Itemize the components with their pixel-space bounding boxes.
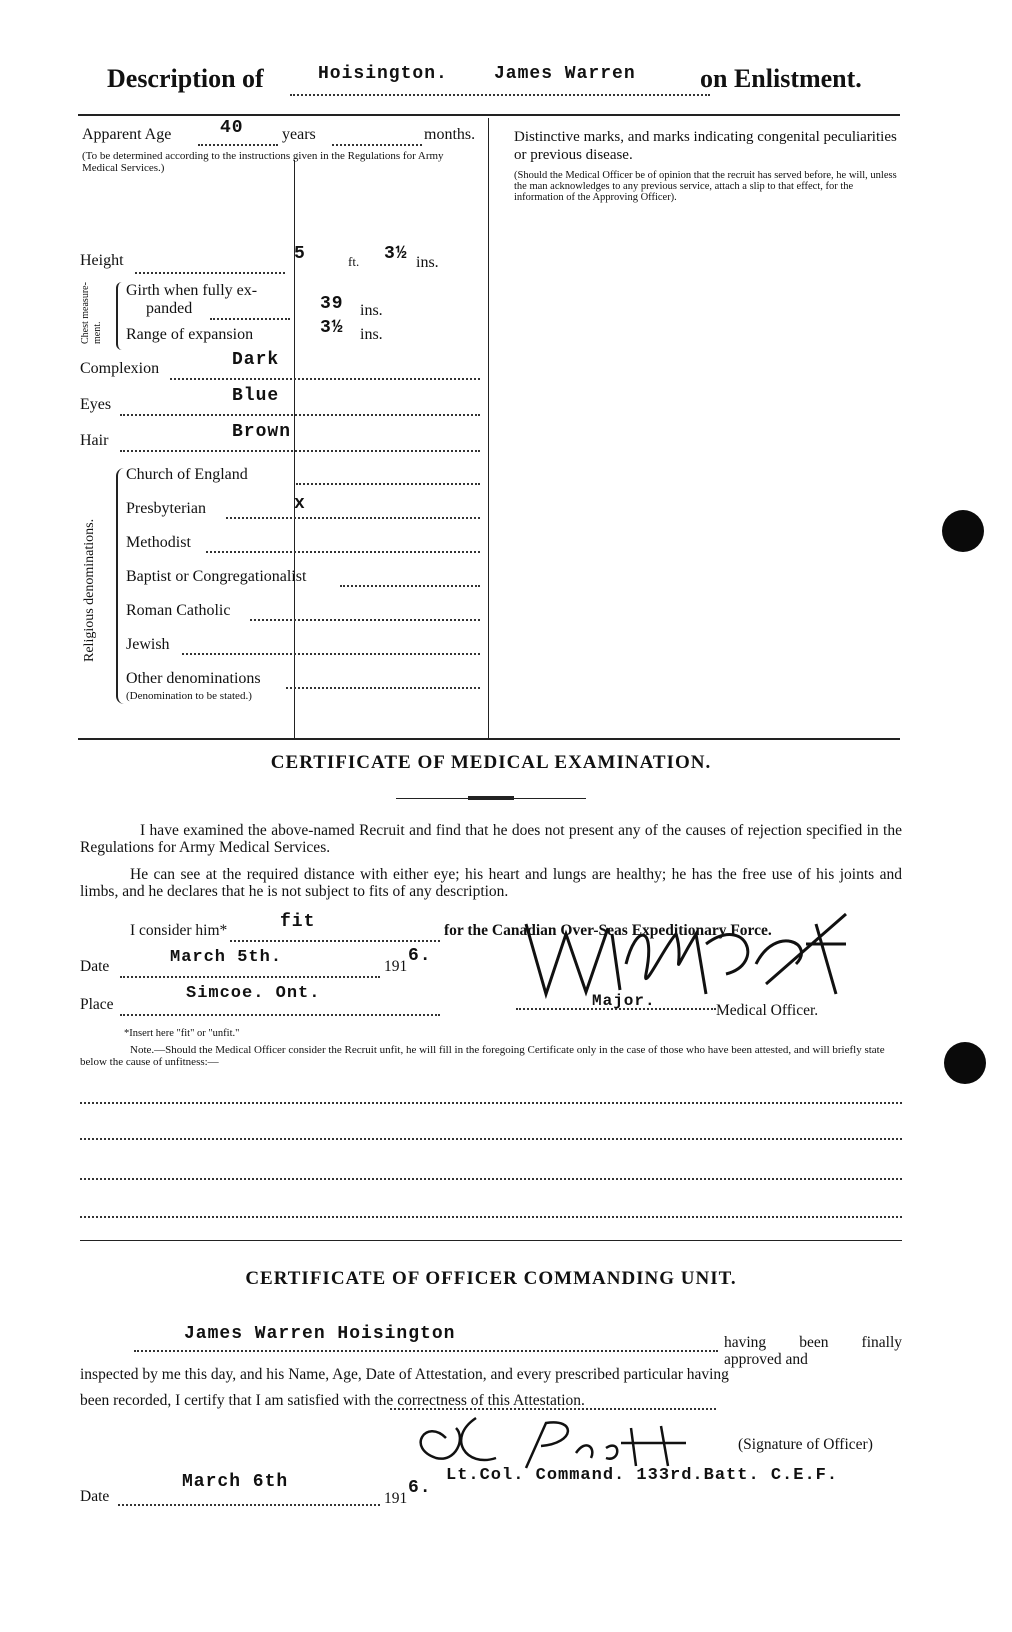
months-dotted-line — [332, 144, 422, 146]
religion-item-label: Baptist or Congregationalist — [126, 568, 307, 585]
medical-officer-label: Medical Officer. — [716, 1002, 819, 1019]
chest-label: Chest measure-ment. — [80, 282, 103, 344]
chest-bracket — [116, 282, 124, 350]
girth-value: 39 — [320, 294, 344, 314]
religion-dotted-line — [206, 551, 480, 553]
medical-officer-dotted-line — [516, 1008, 716, 1010]
eyes-label: Eyes — [80, 396, 112, 413]
hair-value: Brown — [232, 422, 292, 442]
unfitness-line — [80, 1216, 902, 1218]
distinctive-marks-panel — [514, 128, 904, 728]
eyes-value: Blue — [232, 386, 280, 406]
months-label: months. — [424, 126, 476, 143]
complexion-value: Dark — [232, 350, 280, 370]
medical-certificate — [80, 752, 902, 1068]
religion-mark: x — [294, 494, 306, 514]
commanding-line2: inspected by me this day, and his Name, Age, Date of Attestation, and every prescribed particular having — [80, 1366, 729, 1383]
girth-unit: ins. — [360, 302, 383, 319]
height-label: Height — [80, 252, 124, 269]
apparent-age-value: 40 — [220, 118, 244, 138]
insert-note: *Insert here "fit" or "unfit." — [124, 1028, 240, 1039]
religion-dotted-line — [182, 653, 480, 655]
place-dotted-line — [120, 1014, 440, 1016]
religion-item — [126, 494, 482, 518]
years-label: years — [282, 126, 316, 143]
surname-value: Hoisington. — [318, 64, 448, 84]
header-rule — [78, 114, 900, 116]
commanding-certificate-title: CERTIFICATE OF OFFICER COMMANDING UNIT. — [245, 1268, 737, 1289]
commanding-certificate — [80, 1268, 902, 1608]
height-dotted-line — [135, 272, 285, 274]
religion-item-label: Roman Catholic — [126, 602, 231, 619]
denomination-note: (Denomination to be stated.) — [126, 690, 252, 702]
religion-bracket — [116, 468, 126, 704]
punch-hole-bottom — [944, 1042, 986, 1084]
header — [0, 58, 1012, 108]
unfitness-line — [80, 1138, 902, 1140]
girth-dotted-line — [210, 318, 290, 320]
religion-item — [126, 670, 482, 688]
force-label: for the Canadian Over-Seas Expeditionary Force. — [444, 922, 772, 939]
age-dotted-line — [198, 144, 278, 146]
medical-title-rule-center — [468, 796, 514, 800]
height-ft-value: 5 — [294, 244, 306, 264]
range-unit: ins. — [360, 326, 383, 343]
religion-item-label: Jewish — [126, 636, 170, 653]
consider-label: I consider him* — [130, 922, 228, 939]
signature-of-officer-label: (Signature of Officer) — [738, 1436, 873, 1453]
medical-note: Note.—Should the Medical Officer consider the Recruit unfit, he will fill in the foregoing Certificate only in the case of those who have been attested, and will briefly state below the cause of unfitness:— — [80, 1044, 885, 1068]
religion-item — [126, 568, 482, 586]
range-label: Range of expansion — [126, 326, 254, 343]
medical-para-2: He can see at the required distance with either eye; his heart and lungs are healthy; he has the free use of his joints and limbs, and he declares that he is not subject to fits of any description. — [80, 866, 902, 900]
medical-officer-signature — [516, 904, 876, 1004]
height-ins-label: ins. — [416, 254, 439, 271]
religion-item — [126, 534, 482, 552]
hair-label: Hair — [80, 432, 109, 449]
religion-dotted-line — [286, 687, 480, 689]
commanding-date-label: Date — [80, 1488, 110, 1505]
punch-hole-top — [942, 510, 984, 552]
medical-year-prefix: 191 — [384, 958, 408, 975]
officer-signature-dotted-line — [390, 1408, 716, 1410]
ft-label: ft. — [348, 254, 360, 269]
medical-officer-rank: Major. — [592, 992, 656, 1010]
consider-value: fit — [280, 912, 316, 932]
on-enlistment-label: on Enlistment. — [700, 64, 862, 93]
religion-item — [126, 636, 482, 654]
description-panel — [80, 118, 486, 734]
distinctive-marks-title: Distinctive marks, and marks indicating congenital peculiarities or previous disease. — [514, 129, 897, 163]
medical-year-suffix: 6. — [408, 946, 432, 966]
unfitness-line — [80, 1178, 902, 1180]
hair-dotted-line — [120, 450, 480, 452]
description-of-label: Description of — [107, 64, 264, 93]
eyes-dotted-line — [120, 414, 480, 416]
religion-item-label: Church of England — [126, 466, 248, 483]
header-dotted-line — [290, 94, 710, 96]
religion-dotted-line — [250, 619, 480, 621]
commanding-line3: been recorded, I certify that I am satisfied with the correctness of this Attestation. — [80, 1392, 585, 1409]
given-names-value: James Warren — [494, 64, 636, 84]
commanding-date-value: March 6th — [182, 1472, 289, 1492]
recruit-name-dotted-line — [134, 1350, 718, 1352]
girth-label-line1: Girth when fully ex- — [126, 282, 258, 299]
commanding-unit-value: Lt.Col. Command. 133rd.Batt. C.E.F. — [446, 1466, 839, 1485]
medical-certificate-title: CERTIFICATE OF MEDICAL EXAMINATION. — [270, 752, 712, 773]
religion-item — [126, 602, 482, 620]
medical-date-dotted-line — [120, 976, 380, 978]
complexion-label: Complexion — [80, 360, 160, 377]
commanding-line1-tail: having been finally approved and — [724, 1334, 902, 1368]
religion-dotted-line — [340, 585, 480, 587]
religion-dotted-line — [226, 517, 480, 519]
medical-date-value: March 5th. — [170, 948, 283, 967]
column-divider-middle — [488, 118, 489, 738]
religion-item — [126, 466, 482, 484]
commanding-date-dotted-line — [118, 1504, 380, 1506]
height-in-value: 3½ — [384, 244, 408, 264]
distinctive-marks-note: (Should the Medical Officer be of opinion that the recruit has served before, he will, unless the man acknowledges to any previous service, attach a slip to that effect, for the information of the Approving Officer). — [514, 170, 897, 203]
medical-date-label: Date — [80, 958, 110, 975]
religion-label: Religious denominations. — [82, 518, 97, 662]
religion-item-label: Other denominations — [126, 670, 261, 687]
girth-label-line2: panded — [146, 300, 193, 317]
religion-item-label: Methodist — [126, 534, 191, 551]
place-label: Place — [80, 996, 114, 1013]
place-value: Simcoe. Ont. — [186, 984, 321, 1003]
section-rule-1 — [78, 738, 900, 740]
religion-dotted-line — [296, 483, 480, 485]
commanding-year-suffix: 6. — [408, 1478, 432, 1498]
religion-item-label: Presbyterian — [126, 500, 206, 517]
range-value: 3½ — [320, 318, 344, 338]
medical-para-1: I have examined the above-named Recruit and find that he does not present any of the causes of rejection specified in the Regulations for Army Medical Services. — [80, 822, 902, 856]
section-rule-2 — [80, 1240, 902, 1241]
apparent-age-label: Apparent Age — [82, 126, 172, 143]
commanding-year-prefix: 191 — [384, 1490, 408, 1507]
consider-dotted-line — [230, 940, 440, 942]
unfitness-line — [80, 1102, 902, 1104]
complexion-dotted-line — [170, 378, 480, 380]
recruit-name-value: James Warren Hoisington — [184, 1324, 456, 1344]
age-note: (To be determined according to the instructions given in the Regulations for Army Medical Services.) — [82, 150, 444, 174]
